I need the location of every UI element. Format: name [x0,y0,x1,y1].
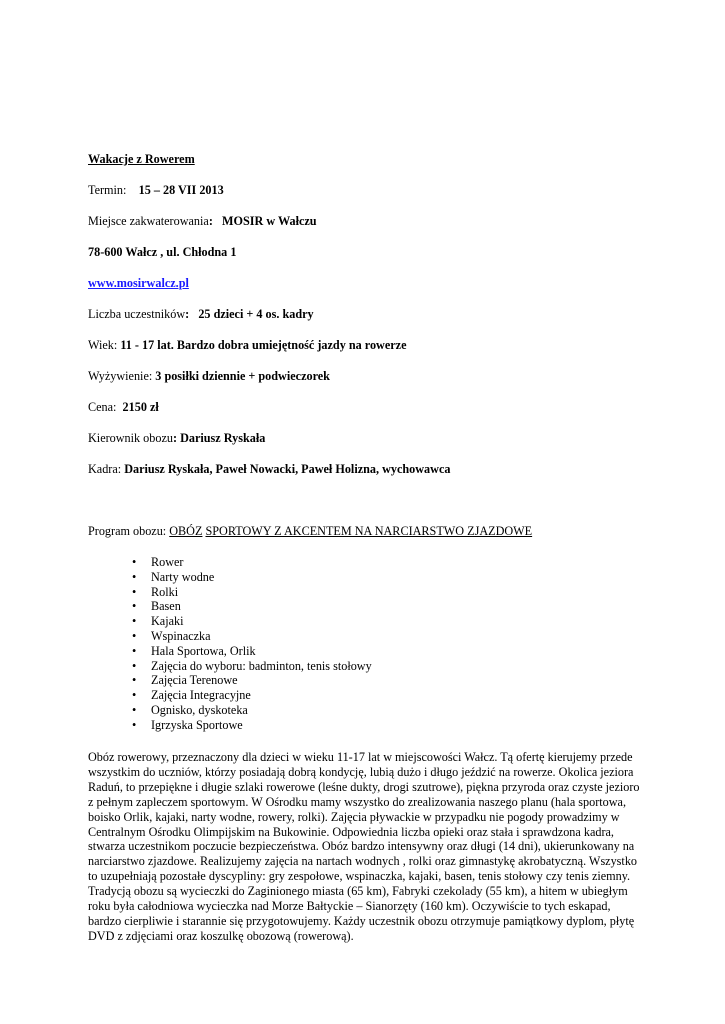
description-line: stwarza uczestnikom poczucie bezpieczeństwa. Obóz bardzo intensywny oraz długi (14 dni), ukierunkowany na [88,839,635,854]
list-item [88,599,372,614]
bullet-icon: • [132,658,137,673]
activity-label: Igrzyska Sportowe [151,717,243,732]
liczba-label: Liczba uczestników [88,307,186,321]
activities-list [88,555,372,733]
list-item [88,644,372,659]
website-link[interactable]: www.mosirwalcz.pl [88,276,189,290]
wiek-value: 11 - 17 lat. Bardzo dobra umiejętność jazdy na rowerze [120,338,407,352]
list-item [88,718,372,733]
wiek-label: Wiek: [88,338,118,352]
wyzywienie-label: Wyżywienie: [88,369,153,383]
list-item [88,614,372,629]
wyzywienie-row [88,369,330,384]
description-line: Raduń, to przepiękne i długie szlaki rowerowe (leśne dukty, drogi szutrowe), piękna przyroda oraz czyste jezioro [88,779,640,794]
document-title: Wakacje z Rowerem [88,152,195,166]
bullet-icon: • [132,673,137,688]
kierownik-label: Kierownik obozu [88,431,173,445]
miejsce-sep: : [208,214,213,228]
kadra-value: Dariusz Ryskała, Paweł Nowacki, Paweł Holizna, wychowawca [124,462,451,476]
miejsce-value: MOSIR w Wałczu [222,214,317,228]
activity-label: Rower [151,555,184,569]
liczba-value: 25 dzieci + 4 os. kadry [198,307,314,321]
cena-value: 2150 zł [122,400,159,414]
bullet-icon: • [132,643,137,658]
liczba-row [88,307,314,322]
bullet-icon: • [132,569,137,584]
description-line: DVD z zdjęciami oraz koszulkę obozową (rowerową). [88,928,354,943]
kadra-label: Kadra: [88,462,122,476]
activity-label: Narty wodne [151,569,215,584]
list-item [88,659,372,674]
description-line: Centralnym Ośrodku Olimpijskim na Bukowinie. Odpowiednia liczba opieki oraz stała i sprawdzona kadra, [88,824,614,839]
bullet-icon: • [132,599,137,614]
cena-label: Cena: [88,400,117,414]
description-paragraph [88,750,648,944]
list-item [88,673,372,688]
activity-label: Hala Sportowa, Orlik [151,643,256,658]
kierownik-value: : Dariusz Ryskała [172,431,266,445]
description-line: roku była całodniowa wycieczka nad Morze Bałtyckie – Sianorzęty (160 km). Oczywiście to tych eskapad, [88,899,611,914]
miejsce-row [88,214,317,229]
bullet-icon: • [132,614,137,629]
cena-row [88,400,159,415]
program-word1: OBÓZ [169,524,203,538]
activity-label: Zajęcia Terenowe [151,673,238,688]
activity-label: Zajęcia do wyboru: badminton, tenis stołowy [151,658,372,673]
bullet-icon: • [132,555,137,569]
activity-label: Wspinaczka [151,628,211,643]
kierownik-row [88,431,265,446]
activity-label: Basen [151,599,181,614]
kadra-row [88,462,450,477]
bullet-icon: • [132,628,137,643]
termin-label: Termin: [88,183,127,197]
description-line: narciarstwo zjazdowe. Realizujemy zajęcia na nartach wodnych , rolki oraz gimnastykę akrobatyczną. Wszystko [88,854,638,869]
wyzywienie-value: 3 posiłki dziennie + podwieczorek [155,369,330,383]
list-item [88,688,372,703]
list-item [88,629,372,644]
description-line: Obóz rowerowy, przeznaczony dla dzieci w wieku 11-17 lat w miejscowości Wałcz. Tą ofertę kierujemy przede [88,750,633,764]
bullet-icon: • [132,688,137,703]
termin-row [88,183,224,198]
activity-label: Zajęcia Integracyjne [151,688,251,703]
description-line: boisko Orlik, kajaki, narty wodne, rowery, rolki). Zajęcia pływackie w przypadku nie pogody prowadzimy w [88,809,620,824]
description-line: Tradycją obozu są wycieczki do Zaginionego miasta (65 km), Fabryki czekolady (55 km), a hitem w ubiegłym [88,884,628,899]
liczba-sep: : [185,307,190,321]
program-rest: SPORTOWY Z AKCENTEM NA NARCIARSTWO ZJAZDOWE [205,524,533,538]
list-item [88,585,372,600]
description-line: wszystkim do uczniów, którzy posiadają dobrą kondycję, lubią dużo i długo jeździć na rowerze. Okolica jeziora [88,764,634,779]
activity-label: Kajaki [151,614,184,629]
description-line: bardzo cierpliwie i starannie się przygotowujemy. Każdy uczestnik obozu otrzymuje pamiątkowy dyplom, płytę [88,913,635,928]
address-line: 78-600 Wałcz , ul. Chłodna 1 [88,245,237,259]
program-label: Program obozu: [88,524,167,538]
program-row [88,524,532,539]
list-item [88,555,372,570]
activity-label: Ognisko, dyskoteka [151,702,248,717]
activity-label: Rolki [151,584,179,599]
description-line: to uzupełniają pozostałe dyscypliny: gry zespołowe, wspinaczka, kajaki, basen, tenis stołowy czy tenis ziemny. [88,869,631,884]
list-item [88,703,372,718]
wiek-row [88,338,406,353]
list-item [88,570,372,585]
miejsce-label: Miejsce zakwaterowania [88,214,209,228]
description-line: z pełnym zapleczem sportowym. W Ośrodku mamy wszystko do zrealizowania naszego planu (hala sportowa, [88,794,627,809]
bullet-icon: • [132,702,137,717]
website-row [88,276,189,291]
bullet-icon: • [132,717,137,732]
termin-value: 15 – 28 VII 2013 [138,183,224,197]
bullet-icon: • [132,584,137,599]
